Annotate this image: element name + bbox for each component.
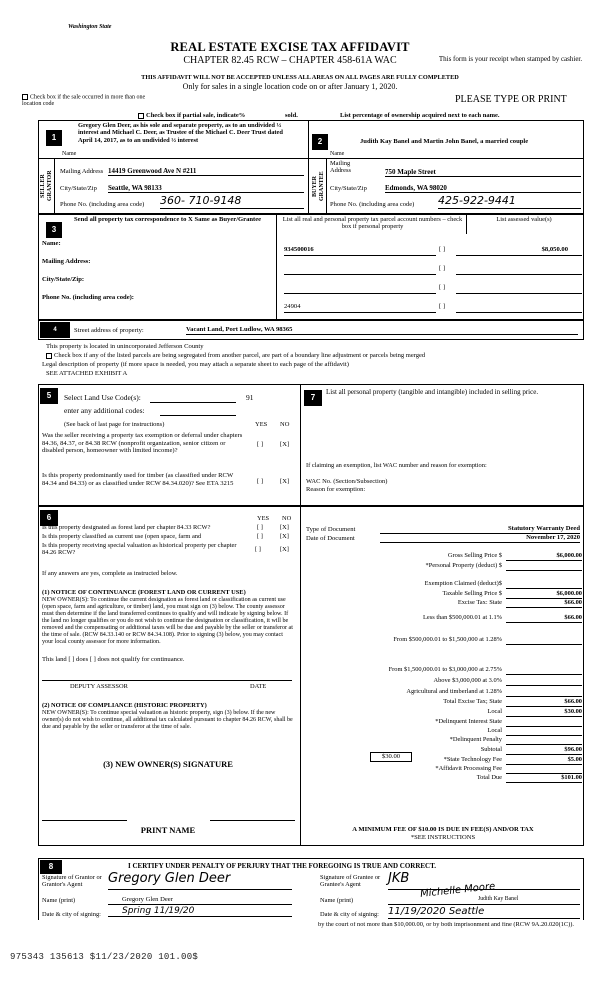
grantee-date-label: Date & city of signing: — [320, 911, 379, 918]
additional-codes-input[interactable] — [160, 406, 236, 416]
calc-row — [302, 746, 582, 756]
calc-label: Above $3,000,000 at 3.0% — [433, 677, 502, 684]
grantee-signature-label: Signature of Grantee or Grantee's Agent — [320, 874, 381, 889]
grantor-signature[interactable]: Gregory Glen Deer — [108, 872, 292, 890]
checkbox-icon — [138, 113, 144, 119]
buyer-name-label: Name — [330, 151, 345, 157]
calc-value[interactable] — [506, 718, 582, 727]
buyer-mailing-value[interactable]: 750 Maple Street — [385, 168, 581, 177]
calc-value[interactable]: $66.00 — [506, 599, 582, 608]
doc-date-value[interactable]: November 17, 2020 — [380, 534, 580, 543]
calc-value[interactable]: $66.00 — [506, 614, 582, 623]
grantor-name-label: Name (print) — [42, 897, 76, 904]
calc-label: Agricultural and timberland at 1.28% — [406, 688, 502, 695]
current-use-yes[interactable]: [ ] — [257, 533, 263, 540]
assessed-value[interactable]: $8,050.00 — [456, 246, 582, 256]
calc-value[interactable] — [506, 688, 582, 697]
grantor-date-value[interactable]: Spring 11/19/20 — [108, 906, 292, 917]
calc-label: From $500,000.01 to $1,500,000 at 1.28% — [393, 636, 502, 643]
buyer-name-value: Judith Kay Banel and Martin John Banel, a married couple — [360, 138, 529, 145]
calc-row — [302, 580, 582, 590]
current-use-no[interactable]: [X] — [280, 533, 289, 540]
yes-header: YES — [257, 515, 270, 522]
calc-label: Local — [487, 708, 502, 715]
wac-label: WAC No. (Section/Subsection) — [306, 478, 388, 485]
calc-value[interactable]: $6,000.00 — [506, 590, 582, 599]
calc-row — [302, 708, 582, 718]
calc-row — [302, 774, 582, 784]
compliance-body: NEW OWNER(S): To continue special valuation as historic property, sign (3) below. If the new owner(s) do not wish to continue, all additional tax calculated pursuant to chapter 84.26 RCW, shall be due and payable by the seller or transferor at the time of sale. — [42, 710, 293, 731]
historic-yes[interactable]: [ ] — [255, 546, 261, 553]
land-use-value: 91 — [246, 393, 254, 402]
seller-city-label: City/State/Zip — [60, 185, 97, 192]
calc-row — [302, 599, 582, 609]
acceptance-warning: THIS AFFIDAVIT WILL NOT BE ACCEPTED UNLESS ALL AREAS ON ALL PAGES ARE FULLY COMPLETED — [141, 74, 459, 81]
section-8-number: 8 — [40, 860, 62, 874]
section-1-number: 1 — [46, 130, 62, 146]
timber-no[interactable]: [X] — [280, 478, 290, 485]
exemption-claim-note: If claiming an exemption, list WAC number and reason for exemption: — [306, 462, 487, 469]
personal-property-checkbox[interactable]: [ ] — [439, 284, 446, 291]
additional-codes-label: enter any additional codes: — [64, 406, 145, 415]
parcel-number[interactable] — [284, 265, 436, 275]
yes-header: YES — [255, 421, 268, 428]
local-tax-box[interactable]: $30.00 — [370, 752, 412, 762]
sold-label: sold. — [285, 112, 298, 119]
assessed-value[interactable] — [456, 303, 582, 313]
parcels-header: List all real and personal property tax parcel account numbers – check box if personal property — [282, 216, 463, 231]
exemption-question: Was the seller receiving a property tax exemption or deferral under chapters 84.36, 84.37, or 84.38 RCW (nonprofit organization, senior citizen or disabled person, homeowner with limited income)? — [42, 432, 243, 455]
calc-label: Taxable Selling Price $ — [442, 590, 502, 597]
grantee-handwritten-name: Michelle Moore — [419, 881, 496, 900]
personal-property-checkbox[interactable]: [ ] — [439, 265, 446, 272]
calc-value[interactable]: $96.00 — [506, 746, 582, 755]
calc-value[interactable]: $30.00 — [506, 708, 582, 717]
calc-row — [302, 688, 582, 698]
grantor-signature-label: Signature of Grantor or Grantor's Agent — [42, 874, 102, 889]
assessed-header: List assessed value(s) — [496, 216, 552, 223]
calc-value[interactable]: $101.00 — [506, 774, 582, 783]
form-title: REAL ESTATE EXCISE TAX AFFIDAVIT — [170, 40, 410, 54]
seller-city-value[interactable]: Seattle, WA 98133 — [108, 184, 304, 193]
forest-land-yes[interactable]: [ ] — [257, 524, 263, 531]
calc-value[interactable] — [506, 636, 582, 645]
date-label: DATE — [250, 683, 267, 690]
parcel-number[interactable]: 934500016 — [284, 246, 436, 256]
seller-grantor-label: SELLER GRANTOR — [40, 170, 53, 202]
recording-stamp: 975343 135613 $11/23/2020 101.00$ — [10, 952, 199, 962]
perjury-note: by the court of not more than $10,000.00, or by both imprisonment and fine (RCW 9A.20.020(1C)). — [318, 922, 575, 929]
historic-question: Is this property receiving special valuation as historical property per chapter 84.26 RCW? — [42, 542, 237, 557]
parcel-row — [284, 282, 582, 301]
calc-value[interactable] — [506, 562, 582, 571]
section-7-number: 7 — [304, 390, 322, 406]
calc-label: *Personal Property (deduct) $ — [425, 562, 502, 569]
historic-no[interactable]: [X] — [280, 546, 289, 553]
grantee-signature[interactable]: JKB — [388, 872, 580, 890]
single-location-note: Only for sales in a single location code on or after January 1, 2020. — [182, 82, 398, 91]
section-3-number: 3 — [46, 222, 62, 238]
calc-value[interactable] — [506, 677, 582, 686]
parcel-row — [284, 301, 582, 320]
exemption-no[interactable]: [X] — [280, 441, 290, 448]
parcel-number[interactable]: 24904 — [284, 303, 436, 313]
calc-label: Total Due — [476, 774, 502, 781]
calc-value[interactable] — [506, 765, 582, 774]
receipt-note: This form is your receipt when stamped by cashier. — [438, 55, 583, 63]
calc-label: Less than $500,000.01 at 1.1% — [423, 614, 502, 621]
partial-sale-checkbox[interactable]: Check box if partial sale, indicate% — [138, 112, 245, 119]
see-instructions-note: *SEE INSTRUCTIONS — [410, 834, 476, 841]
calc-value[interactable]: $66.00 — [506, 698, 582, 707]
land-use-input[interactable] — [150, 393, 236, 403]
see-back-note: (See back of last page for instructions) — [64, 421, 165, 428]
grantee-name-label: Name (print) — [320, 897, 354, 904]
calc-value[interactable]: $6,000.00 — [506, 552, 582, 561]
doc-type-label: Type of Document — [306, 526, 356, 533]
seller-mailing-value[interactable]: 14419 Greenwood Ave N #211 — [108, 167, 304, 176]
continuance-title: (1) NOTICE OF CONTINUANCE (FOREST LAND OR CURRENT USE) — [42, 589, 246, 596]
assessed-value[interactable] — [456, 265, 582, 275]
legal-description-label: Legal description of property (if more space is needed, you may attach a separate sheet to each page of the affidavit) — [42, 361, 349, 368]
calc-row — [302, 736, 582, 746]
timber-question: Is this property predominantly used for timber (as classified under RCW 84.34 and 84.33) or as classified under RCW 84.34.020)? See ETA 3215 — [42, 472, 234, 487]
reason-label: Reason for exemption: — [306, 486, 366, 493]
segregation-checkbox[interactable]: Check box if any of the listed parcels are being segregated from another parcel, are part of a boundary line adjustment or parcels being merged — [46, 352, 425, 359]
correspondence-title: Send all property tax correspondence to X Same as Buyer/Grantee — [74, 216, 262, 223]
personal-property-checkbox[interactable]: [ ] — [439, 246, 446, 253]
deputy-assessor-label: DEPUTY ASSESSOR — [70, 683, 128, 690]
calc-value[interactable] — [506, 727, 582, 736]
current-use-question: Is this property classified as current use (open space, farm and — [42, 533, 202, 540]
buyer-phone-value[interactable]: 425-922-9441 — [438, 195, 581, 209]
calc-row — [302, 677, 582, 687]
correspondence-name-label: Name: — [42, 240, 61, 247]
calc-label: *State Technology Fee — [443, 756, 502, 763]
calc-row — [302, 636, 582, 646]
parcel-number[interactable] — [284, 284, 436, 294]
grantor-date-label: Date & city of signing: — [42, 911, 101, 918]
calc-label: Excise Tax: State — [457, 599, 502, 606]
calc-label: Exemption Claimed (deduct)$ — [424, 580, 502, 587]
assessed-value[interactable] — [456, 284, 582, 294]
correspondence-mailing-label: Mailing Address: — [42, 258, 91, 265]
buyer-city-value[interactable]: Edmonds, WA 98020 — [385, 184, 581, 193]
seller-phone-value[interactable]: 360- 710-9148 — [160, 195, 304, 209]
parcel-row — [284, 263, 582, 282]
calc-value[interactable]: $5.00 — [506, 756, 582, 765]
street-address-label: Street address of property: — [74, 327, 144, 334]
doc-date-label: Date of Document — [306, 535, 355, 542]
minimum-fee-note: A MINIMUM FEE OF $10.00 IS DUE IN FEE(S) AND/OR TAX — [352, 826, 534, 833]
list-percentage-note: List percentage of ownership acquired next to each name. — [340, 112, 500, 119]
calc-label: *Delinquent Interest State — [435, 718, 502, 725]
section-6-number: 6 — [40, 510, 58, 526]
calc-label: *Affidavit Processing Fee — [435, 765, 502, 772]
timber-yes[interactable]: [ ] — [257, 478, 264, 485]
seller-phone-label: Phone No. (including area code) — [60, 201, 145, 208]
calc-value[interactable] — [506, 580, 582, 589]
seller-name-value: Gregory Glen Deer, as his sole and separate property, as to an undivided ½ interest and Michael C. Deer, as Trustee of the Michael C. Deer Trust dated April 14, 2017, as to an undivided ½ interest — [78, 122, 283, 144]
form-chapter: CHAPTER 82.45 RCW – CHAPTER 458-61A WAC — [183, 55, 397, 66]
please-type-note: PLEASE TYPE OR PRINT — [455, 94, 567, 105]
grantee-name-value: Judith Kay Banel — [478, 896, 519, 902]
calc-row — [302, 698, 582, 708]
calc-label: Subtotal — [480, 746, 502, 753]
section-2-number: 2 — [312, 134, 328, 150]
calc-label: From $1,500,000.01 to $3,000,000 at 2.75% — [388, 666, 502, 673]
checkbox-icon — [22, 94, 28, 100]
exemption-yes[interactable]: [ ] — [257, 441, 264, 448]
parcel-list — [284, 244, 582, 320]
forest-land-question: Is this property designated as forest land per chapter 84.33 RCW? — [42, 524, 211, 531]
calc-label: Total Excise Tax; State — [443, 698, 502, 705]
certify-statement: I CERTIFY UNDER PENALTY OF PERJURY THAT THE FOREGOING IS TRUE AND CORRECT. — [128, 862, 437, 870]
forest-land-no[interactable]: [X] — [280, 524, 289, 531]
seller-name-label: Name — [62, 151, 77, 157]
if-yes-note: If any answers are yes, complete as instructed below. — [42, 570, 178, 577]
buyer-phone-label: Phone No. (including area code) — [330, 201, 415, 208]
seller-mailing-label: Mailing Address — [60, 168, 104, 175]
multi-location-checkbox-label[interactable]: Check box if the sale occurred in more than one location code — [22, 94, 146, 108]
calc-value[interactable] — [506, 666, 582, 675]
print-name-label: PRINT NAME — [140, 825, 196, 835]
calc-value[interactable] — [506, 736, 582, 745]
personal-property-title: List all personal property (tangible and intangible) included in selling price. — [326, 388, 539, 396]
buyer-grantee-label: BUYER GRANTEE — [312, 171, 325, 201]
qualify-statement: This land [ ] does [ ] does not qualify for continuance. — [42, 656, 185, 663]
calc-row — [302, 562, 582, 572]
calc-label: *Delinquent Penalty — [449, 736, 502, 743]
checkbox-icon — [46, 353, 52, 359]
no-header: NO — [280, 421, 290, 428]
land-use-label: Select Land Use Code(s): — [64, 393, 141, 402]
compliance-title: (2) NOTICE OF COMPLIANCE (HISTORIC PROPERTY) — [42, 702, 207, 709]
grantor-name-value[interactable]: Gregory Glen Deer — [108, 896, 292, 905]
correspondence-city-label: City/State/Zip: — [42, 276, 85, 283]
correspondence-phone-label: Phone No. (including area code): — [42, 294, 135, 301]
calc-row — [302, 666, 582, 676]
buyer-mailing-label: Mailing Address — [330, 160, 351, 175]
personal-property-checkbox[interactable]: [ ] — [439, 303, 446, 310]
no-header: NO — [282, 515, 292, 522]
parcel-row — [284, 244, 582, 263]
doc-type-value[interactable]: Statutory Warranty Deed — [380, 525, 580, 534]
continuance-body: NEW OWNER(S): To continue the current designation as forest land or classification as current use (open space, farm and agriculture, or timber) land, you must sign on (3) below. The county assessor must then determine if the land transferred continues to qualify and will indicate by signing below. If the land no longer qualifies or you do not wish to continue the designation or classification, it will be removed and the compensating or additional taxes will be due and payable by the seller or transferor at the time of sale. (RCW 84.33.140 or RCW 84.34.108). Prior to signing (3) below, you may contact your local county assessor for more information. — [42, 597, 293, 646]
county-note: This property is located in unincorporated Jefferson County — [46, 343, 204, 350]
section-5-number: 5 — [40, 388, 58, 404]
legal-description-value: SEE ATTACHED EXHIBIT A — [46, 370, 128, 377]
calc-row — [302, 552, 582, 562]
buyer-city-label: City/State/Zip — [330, 185, 367, 192]
calc-label: Gross Selling Price $ — [447, 552, 502, 559]
section-4-number: 4 — [40, 322, 70, 338]
calc-row — [302, 614, 582, 624]
new-owner-signature-label: (3) NEW OWNER(S) SIGNATURE — [103, 759, 233, 769]
state-label: Washington State — [68, 24, 112, 30]
calc-label: Local — [487, 727, 502, 734]
street-address-value[interactable]: Vacant Land, Port Ludlow, WA 98365 — [186, 326, 578, 335]
grantee-date-value[interactable]: 11/19/2020 Seattle — [388, 906, 580, 919]
